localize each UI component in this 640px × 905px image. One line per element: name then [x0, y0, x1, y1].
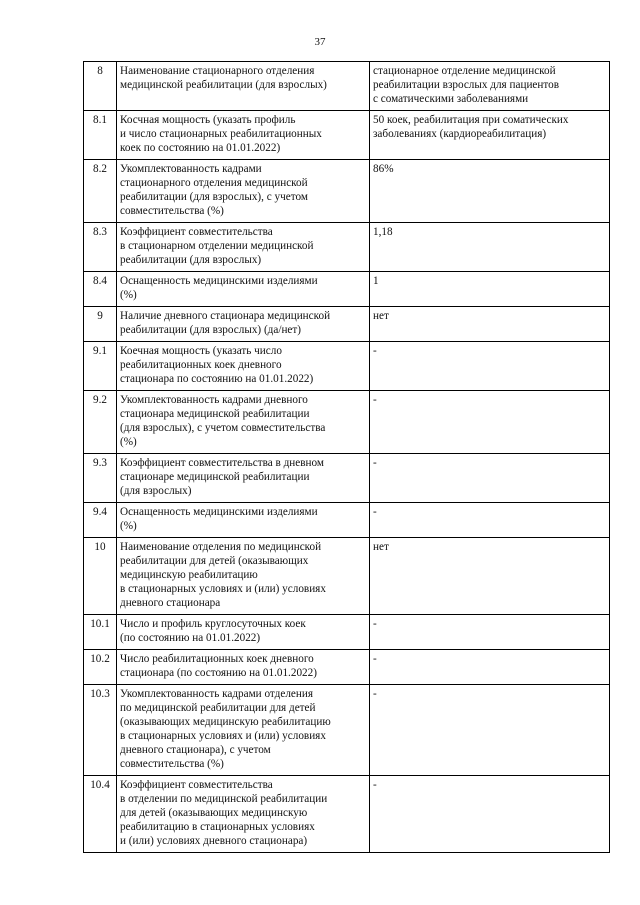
row-value: - — [370, 650, 610, 685]
row-parameter: Коечная мощность (указать число реабилитационных коек дневного стационара по состоянию на 01.01.2022) — [117, 342, 370, 391]
table-row — [84, 615, 610, 650]
row-parameter: Наличие дневного стационара медицинской реабилитации (для взрослых) (да/нет) — [117, 307, 370, 342]
row-value: нет — [370, 307, 610, 342]
row-parameter: Коэффициент совместительства в отделении по медицинской реабилитации для детей (оказывающих медицинскую реабилитацию в стационарных условиях и (или) условиях дневного стационара) — [117, 776, 370, 853]
row-number: 9 — [84, 307, 117, 342]
row-number: 8.1 — [84, 111, 117, 160]
row-number: 10.2 — [84, 650, 117, 685]
table-row — [84, 776, 610, 853]
row-value: - — [370, 685, 610, 776]
row-value: - — [370, 391, 610, 454]
table-row — [84, 223, 610, 272]
row-value: нет — [370, 538, 610, 615]
row-parameter: Укомплектованность кадрами дневного стационара медицинской реабилитации (для взрослых), с учетом совместительства (%) — [117, 391, 370, 454]
row-parameter: Наименование стационарного отделения медицинской реабилитации (для взрослых) — [117, 62, 370, 111]
row-value: стационарное отделение медицинской реабилитации взрослых для пациентов с соматическими заболеваниями — [370, 62, 610, 111]
table-row — [84, 307, 610, 342]
row-parameter: Косчная мощность (указать профиль и число стационарных реабилитационных коек по состоянию на 01.01.2022) — [117, 111, 370, 160]
row-value: 50 коек, реабилитация при соматических заболеваниях (кардиореабилитация) — [370, 111, 610, 160]
row-parameter: Наименование отделения по медицинской реабилитации для детей (оказывающих медицинскую реабилитацию в стационарных условиях и (или) условиях дневного стационара — [117, 538, 370, 615]
table-row — [84, 160, 610, 223]
row-value: 1 — [370, 272, 610, 307]
row-parameter: Оснащенность медицинскими изделиями (%) — [117, 272, 370, 307]
row-parameter: Число и профиль круглосуточных коек (по состоянию на 01.01.2022) — [117, 615, 370, 650]
table-row — [84, 454, 610, 503]
row-value: - — [370, 615, 610, 650]
row-value: 86% — [370, 160, 610, 223]
row-parameter: Укомплектованность кадрами отделения по медицинской реабилитации для детей (оказывающих медицинскую реабилитацию в стационарных условиях и (или) условиях дневного стационара), с учетом совместительства (%) — [117, 685, 370, 776]
row-number: 8.3 — [84, 223, 117, 272]
row-number: 8.2 — [84, 160, 117, 223]
row-value: 1,18 — [370, 223, 610, 272]
row-parameter: Коэффициент совместительства в стационарном отделении медицинской реабилитации (для взрослых) — [117, 223, 370, 272]
row-number: 10.3 — [84, 685, 117, 776]
table-row — [84, 650, 610, 685]
table-row — [84, 685, 610, 776]
row-parameter: Оснащенность медицинскими изделиями (%) — [117, 503, 370, 538]
row-parameter: Коэффициент совместительства в дневном стационаре медицинской реабилитации (для взрослых) — [117, 454, 370, 503]
table-body — [84, 62, 610, 853]
row-number: 8.4 — [84, 272, 117, 307]
indicator-table — [83, 61, 610, 853]
row-parameter: Число реабилитационных коек дневного стационара (по состоянию на 01.01.2022) — [117, 650, 370, 685]
row-number: 9.1 — [84, 342, 117, 391]
row-number: 9.3 — [84, 454, 117, 503]
table-row — [84, 503, 610, 538]
table-row — [84, 538, 610, 615]
table-row — [84, 62, 610, 111]
row-value: - — [370, 454, 610, 503]
row-number: 10.4 — [84, 776, 117, 853]
row-number: 9.4 — [84, 503, 117, 538]
table-row — [84, 272, 610, 307]
row-number: 9.2 — [84, 391, 117, 454]
row-value: - — [370, 503, 610, 538]
page-number: 37 — [314, 36, 326, 48]
row-parameter: Укомплектованность кадрами стационарного отделения медицинской реабилитации (для взрослых), с учетом совместительства (%) — [117, 160, 370, 223]
table-row — [84, 111, 610, 160]
row-value: - — [370, 342, 610, 391]
table-row — [84, 391, 610, 454]
table-row — [84, 342, 610, 391]
row-number: 10.1 — [84, 615, 117, 650]
row-number: 8 — [84, 62, 117, 111]
row-value: - — [370, 776, 610, 853]
row-number: 10 — [84, 538, 117, 615]
